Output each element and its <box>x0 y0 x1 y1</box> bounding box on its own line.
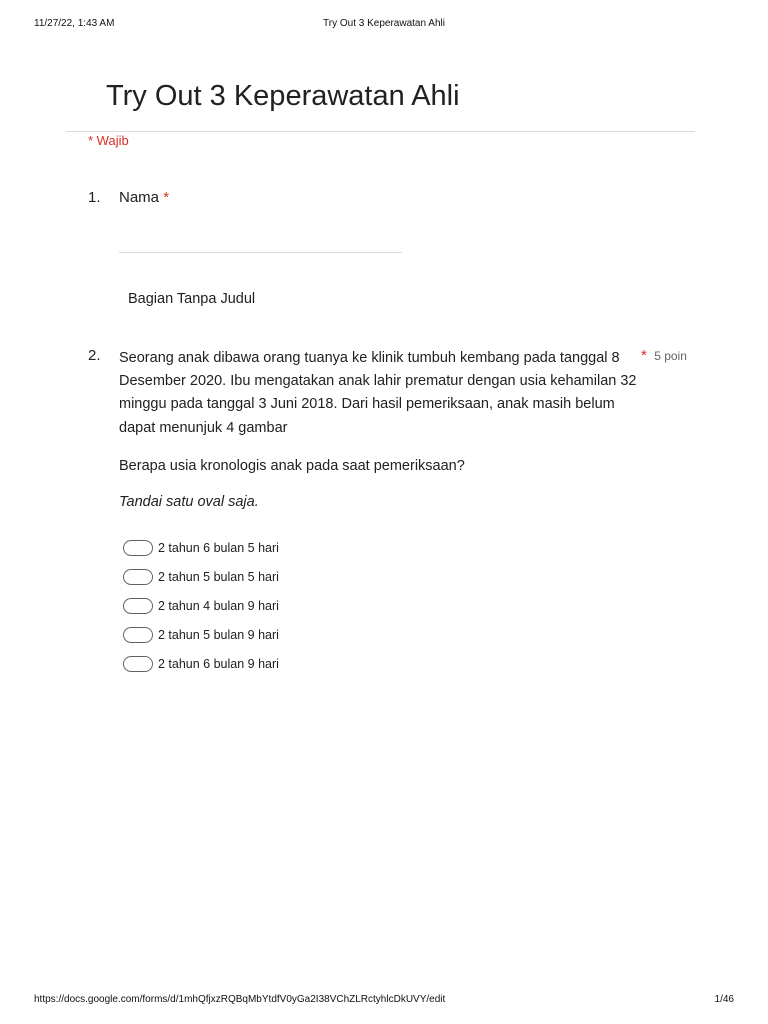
required-note: * Wajib <box>88 133 129 148</box>
option-label: 2 tahun 5 bulan 5 hari <box>158 569 279 584</box>
required-asterisk: * <box>641 347 647 364</box>
answer-option[interactable] <box>123 533 279 562</box>
answer-option[interactable] <box>123 562 279 591</box>
section-title: Bagian Tanpa Judul <box>128 291 256 307</box>
answer-options <box>123 533 279 678</box>
print-footer <box>0 994 768 1008</box>
question-1-label: Nama <box>119 189 160 206</box>
answer-option[interactable] <box>123 620 279 649</box>
option-label: 2 tahun 5 bulan 9 hari <box>158 627 279 642</box>
radio-oval[interactable] <box>123 598 153 614</box>
radio-oval[interactable] <box>123 656 153 672</box>
question-2-text: Seorang anak dibawa orang tuanya ke klinik tumbuh kembang pada tanggal 8 Desember 2020. Ibu mengatakan anak lahir prematur dengan usia kehamilan 32 minggu pada tanggal 3 Juni 2018. Dari hasil pemeriksaan, anak masih belum dapat menunjuk 4 gambar <box>119 350 637 436</box>
answer-option[interactable] <box>123 649 279 678</box>
question-2-subquestion: Berapa usia kronologis anak pada saat pemeriksaan? <box>119 458 465 474</box>
question-1-number: 1. <box>88 189 101 206</box>
option-label: 2 tahun 6 bulan 5 hari <box>158 540 279 555</box>
radio-oval[interactable] <box>123 569 153 585</box>
option-label: 2 tahun 6 bulan 9 hari <box>158 656 279 671</box>
print-datetime: 11/27/22, 1:43 AM <box>34 18 115 29</box>
option-label: 2 tahun 4 bulan 9 hari <box>158 598 279 613</box>
points-label: 5 poin <box>654 349 687 363</box>
print-page-title: Try Out 3 Keperawatan Ahli <box>323 18 445 29</box>
radio-oval[interactable] <box>123 540 153 556</box>
question-2-number: 2. <box>88 347 101 364</box>
title-divider <box>66 131 695 132</box>
radio-oval[interactable] <box>123 627 153 643</box>
name-answer-field[interactable] <box>119 252 402 253</box>
question-2-hint: Tandai satu oval saja. <box>119 494 259 510</box>
print-header <box>0 18 768 32</box>
answer-option[interactable] <box>123 591 279 620</box>
print-page-number: 1/46 <box>714 994 734 1005</box>
form-title: Try Out 3 Keperawatan Ahli <box>106 80 460 112</box>
question-2-points <box>641 347 687 364</box>
print-url: https://docs.google.com/forms/d/1mhQfjxzRQBqMbYtdfV0yGa2I38VChZLRctyhlcDkUVY/edit <box>34 994 446 1005</box>
required-asterisk: * <box>163 189 170 206</box>
question-1-title <box>119 189 169 206</box>
